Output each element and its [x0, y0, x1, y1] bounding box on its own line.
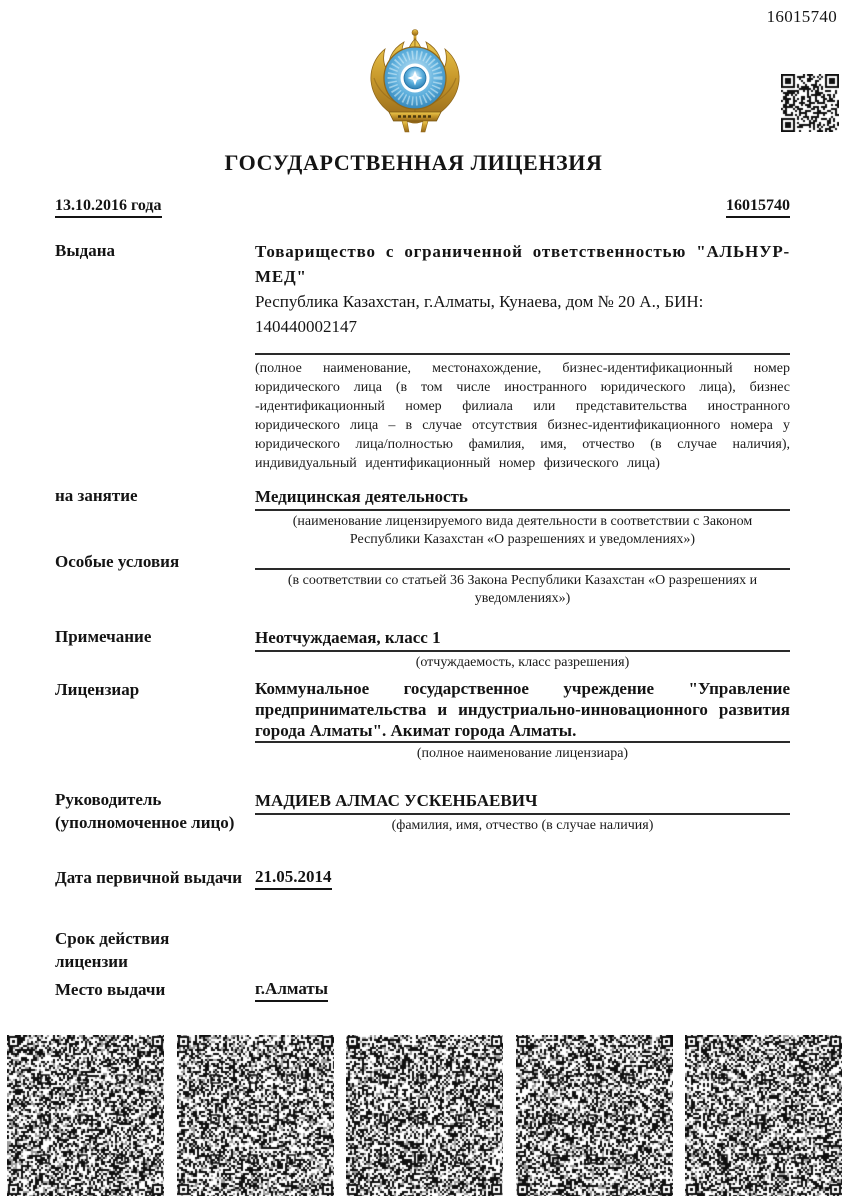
field-label-note: Примечание [55, 627, 152, 646]
issue-date: 13.10.2016 года [55, 197, 162, 218]
field-label-special: Особые условия [55, 552, 180, 571]
field-row-issued [55, 239, 790, 473]
field-label-validity: Срок действия лицензии [55, 929, 170, 971]
field-label-first-issue: Дата первичной выдачи [55, 868, 243, 887]
field-row-activity [55, 484, 790, 549]
field-row-first-issue-date [55, 866, 790, 890]
kazakhstan-coat-of-arms-icon [360, 26, 470, 136]
2d-barcode-block [685, 1035, 842, 1196]
field-rule [255, 353, 790, 355]
field-caption-activity: (наименование лицензируемого вида деятельности в соответствии с Законом Республики Казахстан «О разрешениях и уведомлениях») [292, 514, 753, 547]
2d-barcode-block [516, 1035, 673, 1196]
field-row-head [55, 788, 790, 835]
field-rule [255, 509, 790, 511]
field-row-special-conditions [55, 550, 790, 608]
field-rule [255, 568, 790, 570]
field-rule [255, 813, 790, 815]
head-name: МАДИЕВ АЛМАС УСКЕНБАЕВИЧ [255, 791, 538, 810]
field-caption-note: (отчуждаемость, класс разрешения) [415, 655, 630, 670]
field-rule [255, 741, 790, 743]
field-caption-special: (в соответствии со статьей 36 Закона Республики Казахстан «О разрешениях и уведомлениях») [287, 573, 758, 606]
field-label-place: Место выдачи [55, 980, 166, 999]
field-label-head: Руководитель (уполномоченное лицо) [55, 790, 235, 832]
date-number-row [55, 197, 790, 218]
first-issue-date-value: 21.05.2014 [255, 866, 332, 890]
special-conditions-value [255, 550, 790, 568]
2d-barcode-block [177, 1035, 334, 1196]
activity-value: Медицинская деятельность [255, 487, 468, 506]
field-rule [255, 650, 790, 652]
field-row-licensor [55, 678, 790, 763]
licensee-address: Республика Казахстан, г.Алматы, Кунаева, дом № 20 А., БИН: 140440002147 [255, 292, 704, 336]
field-row-note [55, 625, 790, 672]
validity-value [255, 927, 790, 973]
field-label-licensor: Лицензиар [55, 680, 140, 699]
field-row-issue-place [55, 978, 790, 1002]
field-label-issued: Выдана [55, 241, 116, 260]
field-caption-head: (фамилия, имя, отчество (в случае наличия) [391, 818, 654, 833]
field-label-activity: на занятие [55, 486, 138, 505]
field-row-validity [55, 927, 790, 973]
document-corner-number: 16015740 [766, 7, 837, 26]
2d-barcode-block [346, 1035, 503, 1196]
licensee-name: Товарищество с ограниченной ответственностью "АЛЬНУР-МЕД" [255, 242, 790, 286]
barcode-strip [0, 1035, 849, 1196]
note-value: Неотчуждаемая, класс 1 [255, 628, 441, 647]
fields-area [55, 197, 790, 1002]
license-number: 16015740 [726, 197, 790, 218]
licensor-value: Коммунальное государственное учреждение "Управление предпринимательства и индустриально-инновационного развития города Алматы". Акимат города Алматы. [255, 679, 790, 740]
document-title: ГОСУДАРСТВЕННАЯ ЛИЦЕНЗИЯ [224, 150, 603, 175]
2d-barcode-block [7, 1035, 164, 1196]
field-caption-licensor: (полное наименование лицензиара) [416, 746, 629, 761]
qr-code-icon [781, 74, 839, 132]
field-caption-issued: (полное наименование, местонахождение, бизнес-идентификационный номер юридического лица (в том числе иностранного юридического лица), бизнес -идентификационный номер филиала или представительства иностранного юридического лица – в случае отсутствия бизнес-идентификационного номера у юридического лица/полностью фамилия, имя, отчество (в случае наличия), индивидуальный идентификационный номер физического лица) [255, 361, 790, 471]
issue-place-value: г.Алматы [255, 978, 328, 1002]
